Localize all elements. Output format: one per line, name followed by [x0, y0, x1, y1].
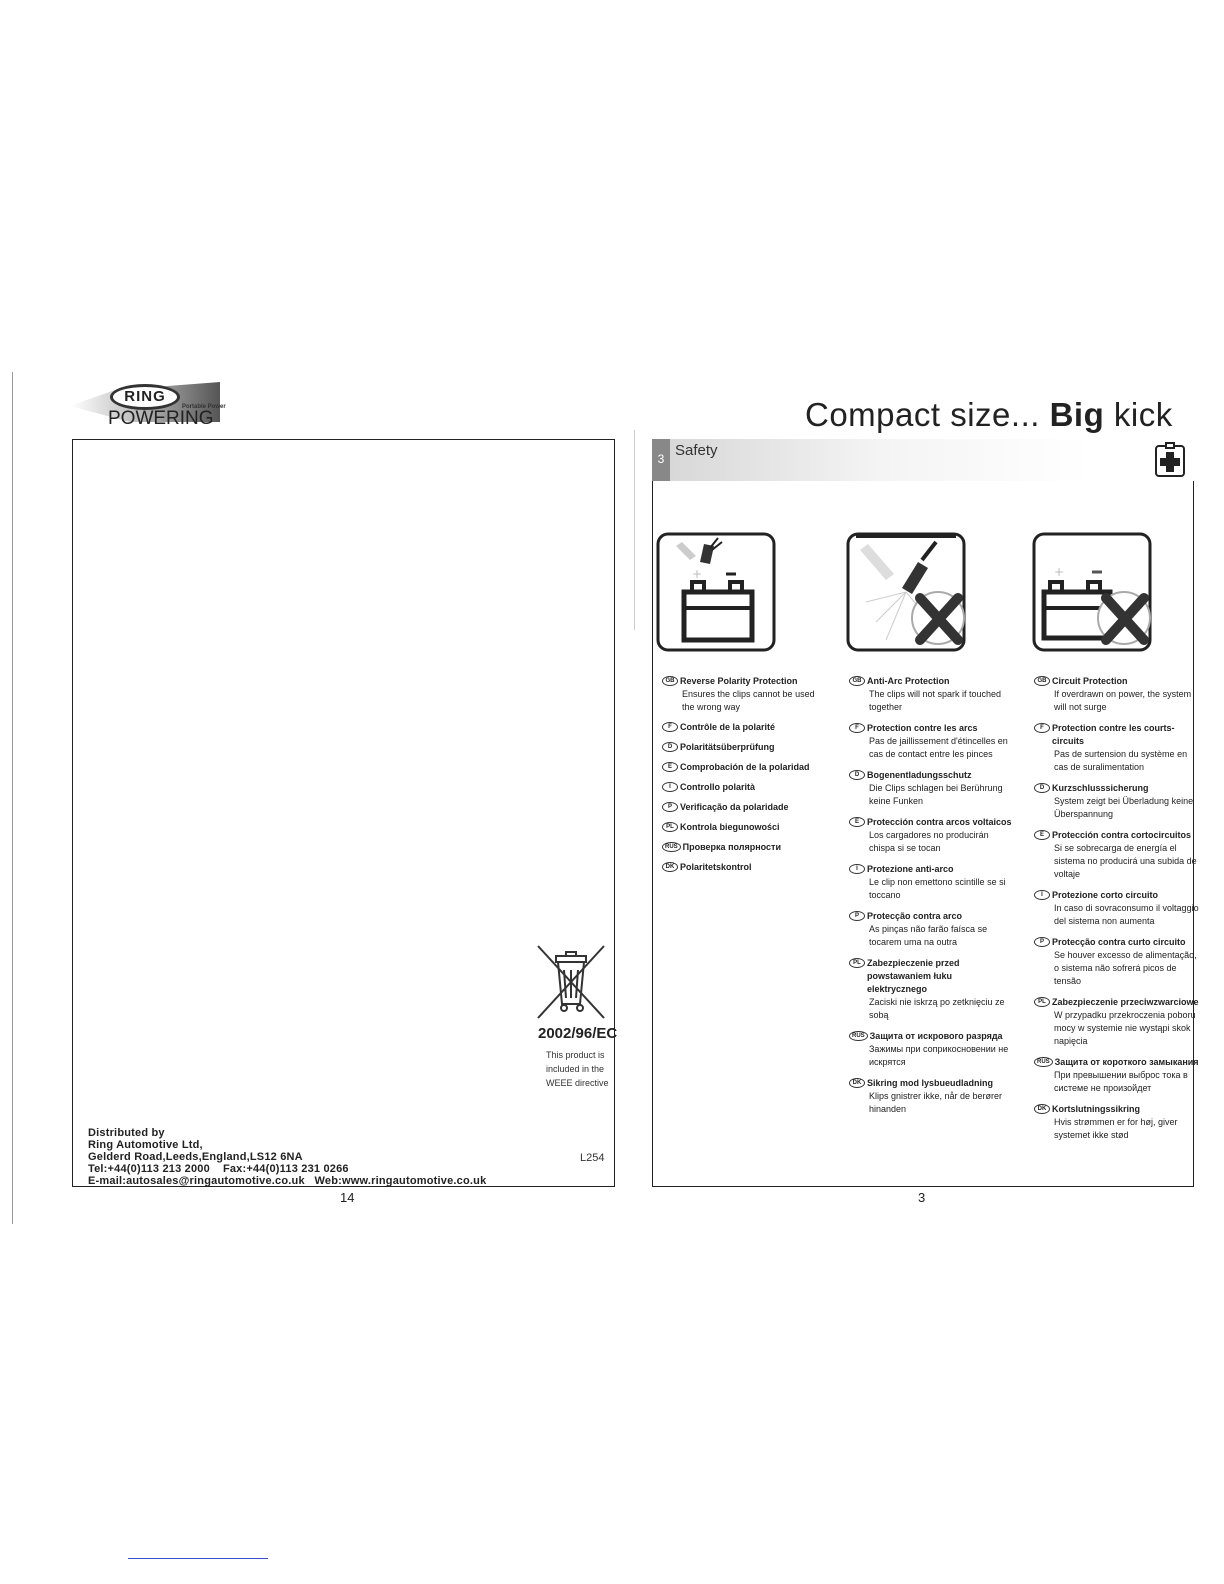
language-badge: I — [662, 782, 678, 792]
language-badge: RUS — [662, 842, 681, 852]
entry-title: Zabezpieczenie przeciwzwarciowe — [1052, 997, 1199, 1007]
svg-text:+: + — [1054, 565, 1065, 579]
logo-tagline: Portable Power — [182, 404, 226, 410]
list-item — [849, 769, 1014, 808]
list-item — [662, 761, 827, 774]
entry-body: Ensures the clips cannot be used the wrong way — [682, 689, 815, 712]
entry-body: In caso di sovraconsumo il voltaggio del sistema non aumenta — [1054, 903, 1199, 926]
scan-underline — [128, 1558, 268, 1559]
entry-body: Pas de jaillissement d'étincelles en cas de contact entre les pinces — [869, 736, 1008, 759]
entry-body: Die Clips schlagen bei Berührung keine Funken — [869, 783, 1003, 806]
entry-title: Protección contra cortocircuitos — [1052, 830, 1192, 840]
entry-body: The clips will not spark if touched together — [869, 689, 1002, 712]
entry-title: Reverse Polarity Protection — [680, 676, 798, 686]
entry-title: Bogenentladungsschutz — [867, 770, 972, 780]
safety-column-anti-arc — [849, 675, 1014, 1124]
entry-title: Protection contre les courts-circuits — [1052, 723, 1175, 746]
language-badge: PL — [1034, 997, 1050, 1007]
entry-body: If overdrawn on power, the system will not surge — [1054, 689, 1192, 712]
distributor-address: Gelderd Road,Leeds,England,LS12 6NA — [88, 1151, 303, 1163]
entry-title: Kontrola biegunowości — [680, 822, 780, 832]
list-item — [662, 721, 827, 734]
language-badge: P — [1034, 937, 1050, 947]
entry-body: As pinças não farão faísca se tocarem uma na outra — [869, 924, 988, 947]
language-badge: F — [1034, 723, 1050, 733]
list-item — [1034, 936, 1199, 988]
circuit-protection-illustration — [1032, 532, 1152, 652]
entry-title: Kortslutningssikring — [1052, 1104, 1141, 1114]
entry-title: Защита от короткого замыкания — [1054, 1057, 1199, 1067]
entry-body: Los cargadores no producirán chispa si se tocan — [869, 830, 989, 853]
safety-column-reverse-polarity — [662, 675, 827, 881]
list-item — [662, 675, 827, 714]
weee-bin-icon — [530, 942, 612, 1022]
entry-title: Защита от искрового разряда — [869, 1031, 1003, 1041]
entry-title: Protection contre les arcs — [867, 723, 978, 733]
list-item — [1034, 1056, 1199, 1095]
document-code: L254 — [580, 1152, 605, 1164]
slogan-bold: Big — [1049, 396, 1105, 433]
page-number-right: 3 — [918, 1190, 926, 1205]
scan-edge-middle — [634, 430, 635, 630]
entry-title: Protecção contra curto circuito — [1052, 937, 1186, 947]
language-badge: I — [849, 864, 865, 874]
language-badge: F — [662, 722, 678, 732]
ring-logo — [70, 378, 250, 428]
language-badge: PL — [849, 958, 865, 968]
list-item — [662, 801, 827, 814]
distributor-email-web: E-mail:autosales@ringautomotive.co.uk Web:www.ringautomotive.co.uk — [88, 1175, 487, 1187]
list-item — [849, 675, 1014, 714]
list-item — [1034, 996, 1199, 1048]
section-number: 3 — [652, 439, 670, 481]
entry-title: Polaritetskontrol — [680, 862, 752, 872]
list-item — [849, 1077, 1014, 1116]
section-title: Safety — [675, 442, 718, 459]
section-header-band — [670, 439, 1194, 481]
entry-title: Comprobación de la polaridad — [680, 762, 810, 772]
list-item — [849, 863, 1014, 902]
reverse-polarity-illustration — [656, 532, 776, 652]
list-item — [849, 816, 1014, 855]
entry-body: Klips gnistrer ikke, når de berører hinanden — [869, 1091, 1003, 1114]
distributor-heading: Distributed by — [88, 1127, 165, 1139]
svg-text:+: + — [692, 567, 703, 581]
language-badge: DK — [1034, 1104, 1050, 1114]
list-item — [849, 957, 1014, 1022]
language-badge: RUS — [1034, 1057, 1053, 1067]
language-badge: GB — [662, 676, 678, 686]
list-item — [849, 910, 1014, 949]
language-badge: P — [849, 911, 865, 921]
entry-title: Protección contra arcos voltaicos — [867, 817, 1012, 827]
list-item — [1034, 829, 1199, 881]
list-item — [1034, 675, 1199, 714]
logo-brand: RING — [110, 384, 180, 410]
language-badge: I — [1034, 890, 1050, 900]
distributor-phone-fax: Tel:+44(0)113 213 2000 Fax:+44(0)113 231 0266 — [88, 1163, 349, 1175]
language-badge: GB — [1034, 676, 1050, 686]
entry-body: Зажимы при соприкосновении не искрятся — [869, 1044, 1009, 1067]
language-badge: PL — [662, 822, 678, 832]
entry-title: Circuit Protection — [1052, 676, 1128, 686]
entry-body: Le clip non emettono scintille se si toccano — [869, 877, 1006, 900]
entry-title: Polaritätsüberprüfung — [680, 742, 775, 752]
list-item — [662, 741, 827, 754]
first-aid-icon — [1154, 442, 1186, 478]
left-page-frame — [72, 439, 618, 1187]
language-badge: E — [662, 762, 678, 772]
language-badge: E — [849, 817, 865, 827]
slogan — [805, 396, 1173, 434]
list-item — [662, 861, 827, 874]
entry-body: При превышении выброс тока в системе не произойдет — [1054, 1070, 1188, 1093]
language-badge: GB — [849, 676, 865, 686]
list-item — [849, 722, 1014, 761]
entry-body: Pas de surtension du système en cas de suralimentation — [1054, 749, 1188, 772]
entry-title: Проверка полярности — [682, 842, 781, 852]
language-badge: D — [1034, 783, 1050, 793]
language-badge: DK — [849, 1078, 865, 1088]
language-badge: F — [849, 723, 865, 733]
logo-wordmark: POWERING — [108, 408, 214, 429]
language-badge: RUS — [849, 1031, 868, 1041]
safety-column-circuit-protection — [1034, 675, 1199, 1150]
entry-title: Zabezpieczenie przed powstawaniem łuku elektrycznego — [867, 958, 960, 994]
entry-title: Sikring mod lysbueudladning — [867, 1078, 994, 1088]
list-item — [662, 781, 827, 794]
entry-title: Contrôle de la polarité — [680, 722, 776, 732]
language-badge: P — [662, 802, 678, 812]
entry-title: Anti-Arc Protection — [867, 676, 950, 686]
entry-body: W przypadku przekroczenia poboru mocy w systemie nie wystąpi skok napięcia — [1054, 1010, 1196, 1046]
list-item — [1034, 722, 1199, 774]
entry-body: System zeigt bei Überladung keine Überspannung — [1054, 796, 1194, 819]
list-item — [849, 1030, 1014, 1069]
entry-body: Si se sobrecarga de energía el sistema no producirá una subida de voltaje — [1054, 843, 1197, 879]
language-badge: DK — [662, 862, 678, 872]
entry-body: Hvis strømmen er for høj, giver systemet ikke stød — [1054, 1117, 1178, 1140]
weee-note: This product is included in the WEEE directive — [546, 1050, 609, 1088]
slogan-part1: Compact size... — [805, 396, 1050, 433]
language-badge: D — [849, 770, 865, 780]
language-badge: D — [662, 742, 678, 752]
entry-title: Kurzschlusssicherung — [1052, 783, 1149, 793]
slogan-part2: kick — [1104, 396, 1173, 433]
page-number-left: 14 — [340, 1190, 355, 1205]
weee-directive-code: 2002/96/EC — [538, 1025, 618, 1042]
entry-title: Protecção contra arco — [867, 911, 963, 921]
scan-edge-left — [12, 372, 13, 1224]
anti-arc-illustration — [846, 532, 966, 652]
language-badge: E — [1034, 830, 1050, 840]
entry-title: Verificação da polaridade — [680, 802, 789, 812]
list-item — [1034, 1103, 1199, 1142]
entry-body: Se houver excesso de alimentação, o sistema não sofrerá picos de tensão — [1054, 950, 1197, 986]
entry-title: Protezione anti-arco — [867, 864, 954, 874]
list-item — [1034, 782, 1199, 821]
entry-body: Zaciski nie iskrzą po zetknięciu ze sobą — [869, 997, 1005, 1020]
distributor-company: Ring Automotive Ltd, — [88, 1139, 203, 1151]
entry-title: Protezione corto circuito — [1052, 890, 1159, 900]
list-item — [1034, 889, 1199, 928]
list-item — [662, 821, 827, 834]
distributor-block — [88, 1127, 486, 1187]
entry-title: Controllo polarità — [680, 782, 755, 792]
list-item — [662, 841, 827, 854]
